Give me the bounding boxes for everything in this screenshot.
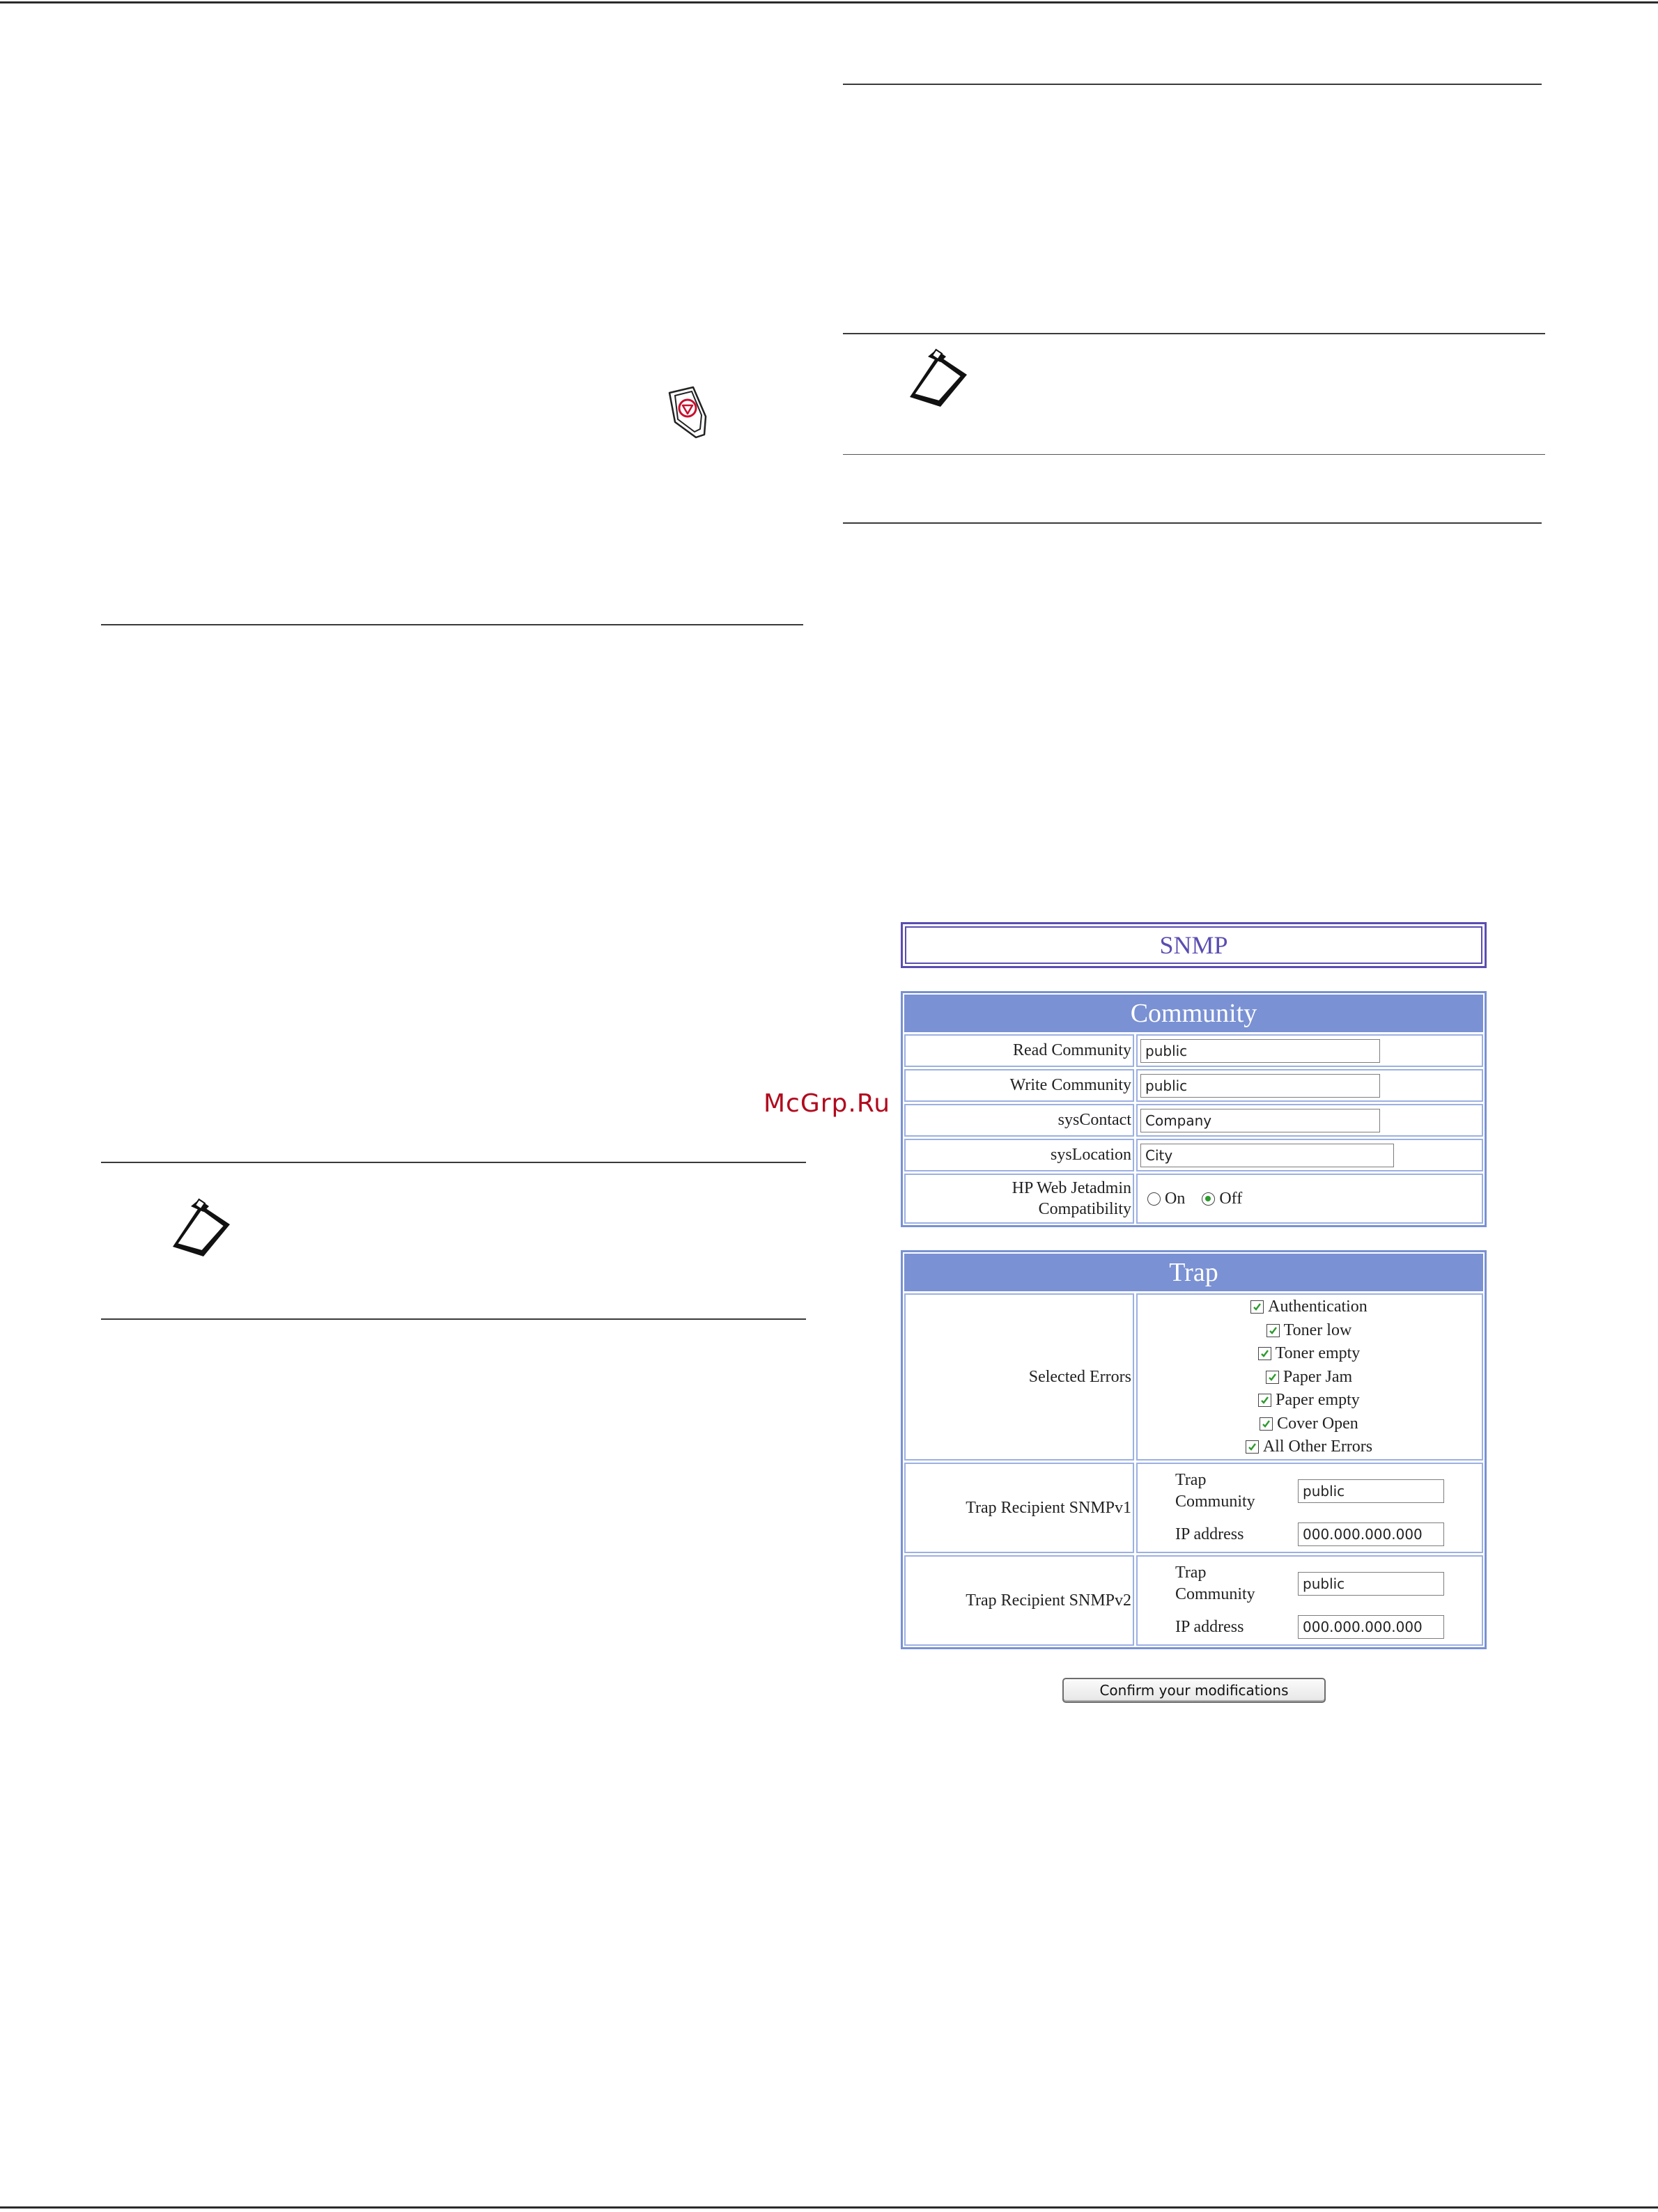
- v1-trap-community-label-line2: Community: [1175, 1493, 1255, 1511]
- right-divider-1: [843, 84, 1542, 85]
- left-note-top-rule: [101, 1162, 806, 1163]
- checkbox-checked-icon[interactable]: [1258, 1394, 1271, 1407]
- jetadmin-label-line2: Compatibility: [1038, 1200, 1131, 1218]
- syslocation-row: [904, 1139, 1483, 1171]
- error-item-all-other[interactable]: [1246, 1437, 1372, 1458]
- read-community-input[interactable]: public: [1140, 1039, 1380, 1063]
- error-item-authentication[interactable]: [1250, 1297, 1368, 1318]
- stop-key-icon: [665, 386, 714, 440]
- snmp-title: SNMP: [905, 926, 1482, 964]
- community-header: Community: [904, 995, 1483, 1032]
- read-community-row: [904, 1034, 1483, 1067]
- jetadmin-off-radio[interactable]: [1202, 1192, 1215, 1206]
- left-note-bottom-rule: [101, 1318, 806, 1320]
- error-item-paper-empty[interactable]: [1258, 1390, 1360, 1411]
- error-item-toner-low[interactable]: [1266, 1320, 1352, 1341]
- error-label: Toner low: [1283, 1321, 1352, 1339]
- jetadmin-on-radio[interactable]: [1147, 1192, 1161, 1206]
- error-checkbox-list: [1136, 1293, 1483, 1461]
- syscontact-row: [904, 1104, 1483, 1137]
- confirm-modifications-button[interactable]: Confirm your modifications: [1062, 1678, 1326, 1703]
- error-item-toner-empty[interactable]: [1258, 1343, 1361, 1364]
- v2-trap-community-input[interactable]: public: [1298, 1572, 1444, 1596]
- right-note-bottom-rule: [843, 454, 1545, 455]
- trap-recipient-v1-row: [904, 1463, 1483, 1553]
- checkbox-checked-icon[interactable]: [1266, 1371, 1279, 1384]
- trap-recipient-v1-label: Trap Recipient SNMPv1: [904, 1463, 1134, 1553]
- right-note-top-rule: [843, 333, 1545, 334]
- v2-trap-community-label-line2: Community: [1175, 1585, 1255, 1603]
- error-item-cover-open[interactable]: [1260, 1413, 1358, 1434]
- v2-ip-address-label: IP address: [1175, 1617, 1244, 1636]
- community-table: [901, 991, 1487, 1227]
- snmp-title-panel: [901, 922, 1487, 968]
- checkbox-checked-icon[interactable]: [1250, 1300, 1264, 1314]
- bottom-border: [0, 2206, 1658, 2209]
- checkbox-checked-icon[interactable]: [1258, 1347, 1271, 1360]
- trap-recipient-v2-label: Trap Recipient SNMPv2: [904, 1555, 1134, 1646]
- read-community-label: Read Community: [904, 1034, 1134, 1067]
- checkbox-checked-icon[interactable]: [1246, 1440, 1259, 1454]
- left-divider-1: [101, 624, 803, 625]
- trap-header: Trap: [904, 1254, 1483, 1291]
- v2-ip-address-input[interactable]: 000.000.000.000: [1298, 1615, 1444, 1639]
- top-border: [0, 1, 1658, 3]
- v2-trap-community-label-line1: Trap: [1175, 1564, 1207, 1582]
- jetadmin-off-label: Off: [1219, 1189, 1243, 1208]
- syscontact-label: sysContact: [904, 1104, 1134, 1137]
- trap-recipient-v2-row: [904, 1555, 1483, 1646]
- v1-ip-address-input[interactable]: 000.000.000.000: [1298, 1522, 1444, 1546]
- syslocation-label: sysLocation: [904, 1139, 1134, 1171]
- selected-errors-label: Selected Errors: [904, 1293, 1134, 1461]
- note-clipboard-icon: [167, 1198, 234, 1256]
- error-label: Authentication: [1268, 1298, 1368, 1316]
- error-label: Cover Open: [1277, 1414, 1358, 1433]
- error-label: Toner empty: [1275, 1344, 1361, 1362]
- jetadmin-row: [904, 1174, 1483, 1224]
- error-label: Paper Jam: [1283, 1367, 1353, 1386]
- syscontact-input[interactable]: Company: [1140, 1109, 1380, 1132]
- checkbox-checked-icon[interactable]: [1260, 1417, 1273, 1431]
- error-label: All Other Errors: [1262, 1438, 1373, 1456]
- v1-ip-address-label: IP address: [1175, 1525, 1244, 1543]
- jetadmin-on-label: On: [1165, 1189, 1186, 1208]
- checkbox-checked-icon[interactable]: [1266, 1324, 1280, 1337]
- right-divider-2: [843, 522, 1542, 524]
- watermark-text: McGrp.Ru: [764, 1089, 891, 1118]
- write-community-row: [904, 1069, 1483, 1102]
- error-item-paper-jam[interactable]: [1266, 1366, 1352, 1387]
- error-label: Paper empty: [1276, 1391, 1360, 1409]
- v1-trap-community-input[interactable]: public: [1298, 1479, 1444, 1503]
- write-community-label: Write Community: [904, 1069, 1134, 1102]
- jetadmin-label: [904, 1174, 1134, 1224]
- jetadmin-label-line1: HP Web Jetadmin: [1012, 1179, 1131, 1197]
- v1-trap-community-label-line1: Trap: [1175, 1471, 1207, 1489]
- v2-trap-community-label: [1175, 1562, 1298, 1605]
- write-community-input[interactable]: public: [1140, 1074, 1380, 1098]
- syslocation-input[interactable]: City: [1140, 1144, 1394, 1167]
- v1-trap-community-label: [1175, 1470, 1298, 1513]
- trap-table: [901, 1250, 1487, 1649]
- note-clipboard-icon: [904, 348, 971, 407]
- selected-errors-row: [904, 1293, 1483, 1461]
